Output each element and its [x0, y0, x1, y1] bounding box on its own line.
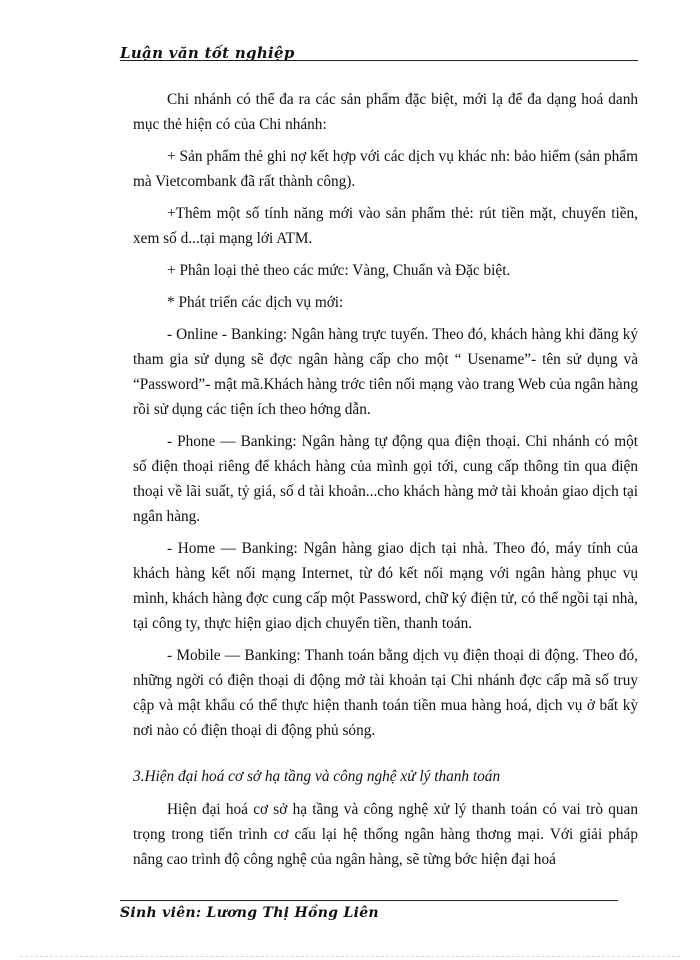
bullet-item: + Phân loại thẻ theo các mức: Vàng, Chuẩn và Đặc biệt.: [167, 262, 511, 279]
paragraph: - Online - Banking: Ngân hàng trực tuyến. Theo đó, khách hàng khi đăng ký tham gia sử dụng sẽ đợc ngân hàng cấp cho một “ Usename”- tên sử dụng và “Password”- mật mã.Khách hàng trớc tiên nối mạng vào trang Web của ngân hàng rồi sử dụng các tiện ích theo hớng dẫn.: [133, 326, 638, 418]
body-text: [133, 87, 638, 750]
bullet-item: +Thêm một số tính năng mới vào sản phẩm thẻ: rút tiền mặt, chuyển tiền, xem số d...tại mạng lới ATM.: [133, 205, 638, 247]
paragraph: Chi nhánh có thể đa ra các sản phẩm đặc biệt, mới lạ để đa dạng hoá danh mục thẻ hiện có của Chi nhánh:: [133, 91, 638, 133]
page-edge-divider: [20, 956, 680, 957]
subheading: * Phát triển các dịch vụ mới:: [167, 294, 344, 311]
paragraph: - Phone — Banking: Ngân hàng tự động qua điện thoại. Chi nhánh có một số điện thoại riêng để khách hàng của mình gọi tới, cung cấp thông tin qua điện thoại về lãi suất, tỷ giá, số d tài khoản...cho khách hàng mở tài khoản giao dịch tại ngân hàng.: [133, 433, 638, 525]
paragraph: - Mobile — Banking: Thanh toán bằng dịch vụ điện thoại di động. Theo đó, những ngời có điện thoại di động mở tài khoản tại Chi nhánh đợc cấp mã số truy cập và mật khẩu có thể thực hiện thanh toán tiền mua hàng hoá, dịch vụ ở bất kỳ nơi nào có điện thoại di động phủ sóng.: [133, 647, 638, 739]
running-header: Luận văn tốt nghiệp: [120, 44, 295, 62]
running-footer: Sinh viên: Lương Thị Hồng Liên: [120, 905, 379, 921]
footer-rule: [120, 900, 618, 901]
section-heading: 3.Hiện đại hoá cơ sở hạ tầng và công nghệ xử lý thanh toán: [133, 768, 501, 785]
bullet-item: + Sản phẩm thẻ ghi nợ kết hợp với các dịch vụ khác nh: bảo hiểm (sản phẩm mà Vietcombank đã rất thành công).: [133, 148, 638, 190]
header-rule: [120, 60, 638, 61]
section-paragraph: Hiện đại hoá cơ sở hạ tầng và công nghệ xử lý thanh toán có vai trò quan trọng trong tiến trình cơ cấu lại hệ thống ngân hàng thơng mại. Với giải pháp nâng cao trình độ công nghệ của ngân hàng, sẽ từng bớc hiện đại hoá: [133, 801, 638, 868]
paragraph: - Home — Banking: Ngân hàng giao dịch tại nhà. Theo đó, máy tính của khách hàng kết nối mạng Internet, từ đó kết nối mạng với ngân hàng phục vụ mình, khách hàng đợc cung cấp một Password, chữ ký điện tử, có thể ngồi tại nhà, tại công ty, thực hiện giao dịch chuyển tiền, thanh toán.: [133, 540, 638, 632]
